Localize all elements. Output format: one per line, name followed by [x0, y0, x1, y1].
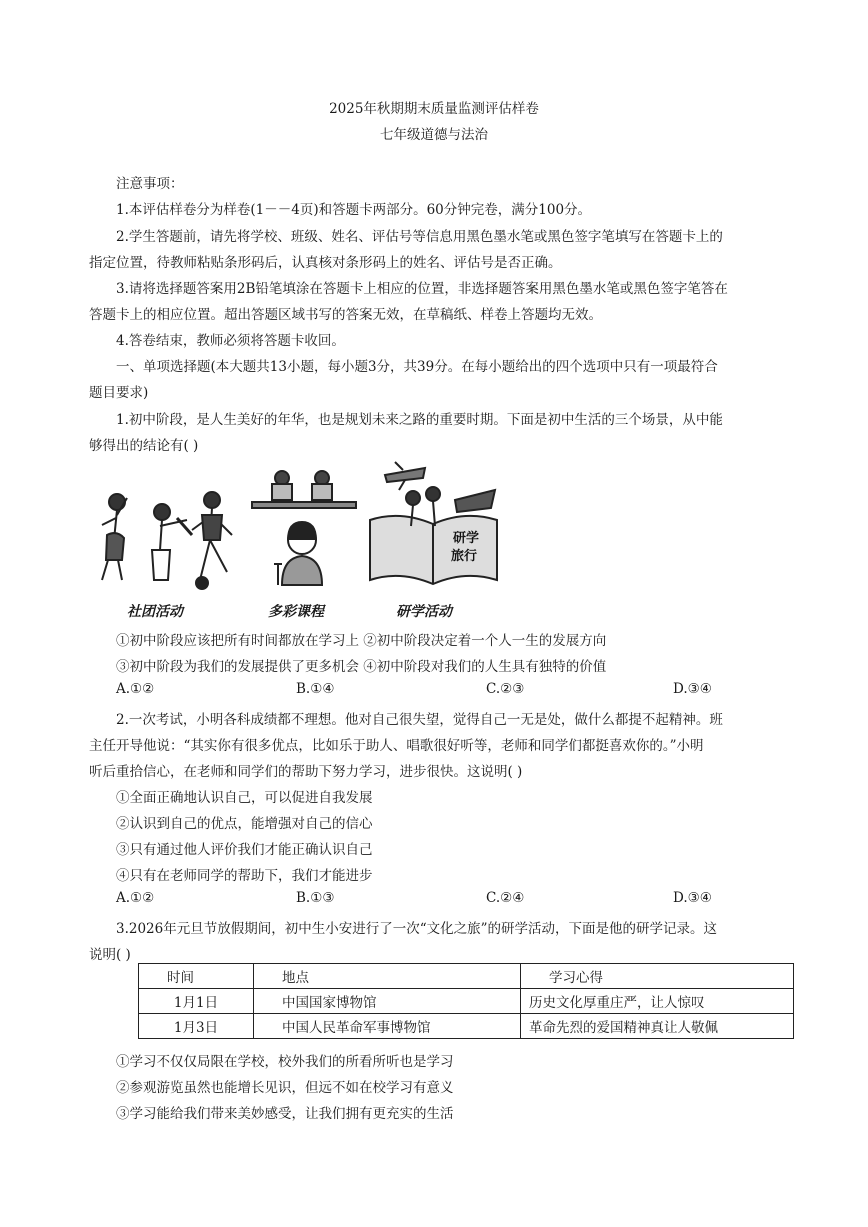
book-text-2: 旅行 [451, 549, 478, 564]
table-cell: 中国人民革命军事博物馆 [254, 1014, 521, 1039]
question-1-stem: 1.初中阶段，是人生美好的年华，也是规划未来之路的重要时期。下面是初中生活的三个场景，从中能 [116, 412, 723, 428]
q1-option-b[interactable]: B.①④ [296, 681, 335, 697]
q2-option-b[interactable]: B.①③ [296, 890, 335, 906]
caption-club-activity: 社团活动 [127, 604, 183, 620]
q2-option-d[interactable]: D.③④ [673, 890, 712, 906]
question-2-statement: ③只有通过他人评价我们才能正确认识自己 [116, 842, 373, 858]
question-3-stem-cont: 说明( ) [89, 947, 131, 963]
table-cell: 1月1日 [139, 989, 254, 1014]
study-tour-illustration [365, 460, 505, 590]
note-line: 指定位置，待教师粘贴条形码后，认真核对条形码上的姓名、评估号是否正确。 [89, 255, 562, 271]
q1-option-c[interactable]: C.②③ [486, 681, 525, 697]
study-record-table [138, 963, 794, 1039]
table-row [139, 1014, 794, 1039]
exam-subtitle: 七年级道德与法治 [380, 127, 488, 143]
note-line: 答题卡上的相应位置。超出答题区域书写的答案无效，在草稿纸、样卷上答题均无效。 [89, 307, 602, 323]
question-2-stem-cont: 听后重拾信心，在老师和同学们的帮助下努力学习，进步很快。这说明( ) [89, 764, 523, 780]
q1-option-a[interactable]: A.①② [116, 681, 155, 697]
question-2-stem: 2.一次考试，小明各科成绩都不理想。他对自己很失望，觉得自己一无是处，做什么都提不起精神。班 [116, 712, 723, 728]
question-2-stem-cont: 主任开导他说：“其实你有很多优点，比如乐于助人、唱歌很好听等，老师和同学们都挺喜欢你的。”小明 [89, 738, 704, 754]
caption-diverse-courses: 多彩课程 [268, 604, 324, 620]
question-2-statement: ②认识到自己的优点，能增强对自己的信心 [116, 816, 373, 832]
note-line: 3.请将选择题答案用2B铅笔填涂在答题卡上相应的位置，非选择题答案用黑色墨水笔或黑色签字笔答在 [116, 281, 728, 297]
q2-option-a[interactable]: A.①② [116, 890, 155, 906]
section-heading: 一、单项选择题(本大题共13小题，每小题3分，共39分。在每小题给出的四个选项中只有一项最符合 [116, 359, 718, 375]
question-3-statement: ②参观游览虽然也能增长见识，但远不如在校学习有意义 [116, 1080, 454, 1096]
question-3-statement: ③学习能给我们带来美妙感受，让我们拥有更充实的生活 [116, 1106, 454, 1122]
question-1-statements-1: ①初中阶段应该把所有时间都放在学习上 ②初中阶段决定着一个人一生的发展方向 [116, 633, 607, 649]
section-heading-cont: 题目要求) [89, 385, 149, 401]
q2-option-c[interactable]: C.②④ [486, 890, 525, 906]
question-2-statement: ④只有在老师同学的帮助下，我们才能进步 [116, 868, 373, 884]
note-line: 2.学生答题前，请先将学校、班级、姓名、评估号等信息用黑色墨水笔或黑色签字笔填写在答题卡上的 [116, 229, 723, 245]
question-1-stem-cont: 够得出的结论有( ) [89, 438, 199, 454]
caption-study-tour: 研学活动 [396, 604, 452, 620]
table-cell: 中国国家博物馆 [254, 989, 521, 1014]
notes-heading: 注意事项： [116, 176, 184, 192]
table-row [139, 989, 794, 1014]
note-line: 4.答卷结束，教师必须将答题卡收回。 [116, 333, 345, 349]
table-header-row [139, 964, 794, 989]
q1-option-d[interactable]: D.③④ [673, 681, 712, 697]
club-activity-illustration [92, 480, 252, 590]
exam-title: 2025年秋期期末质量监测评估样卷 [329, 101, 539, 117]
question-3-stem: 3.2026年元旦节放假期间，初中生小安进行了一次“文化之旅”的研学活动，下面是他的研学记录。这 [116, 921, 718, 937]
table-header-cell: 学习心得 [521, 964, 794, 989]
question-2-statement: ①全面正确地认识自己，可以促进自我发展 [116, 790, 373, 806]
book-text-1: 研学 [453, 531, 480, 546]
diverse-courses-illustration [250, 460, 360, 590]
table-cell: 革命先烈的爱国精神真让人敬佩 [521, 1014, 794, 1039]
table-cell: 1月3日 [139, 1014, 254, 1039]
table-header-cell: 时间 [139, 964, 254, 989]
table-cell: 历史文化厚重庄严，让人惊叹 [521, 989, 794, 1014]
question-1-statements-2: ③初中阶段为我们的发展提供了更多机会 ④初中阶段对我们的人生具有独特的价值 [116, 659, 607, 675]
note-line: 1.本评估样卷分为样卷(1－－4页)和答题卡两部分。60分钟完卷，满分100分。 [116, 202, 592, 218]
question-3-statement: ①学习不仅仅局限在学校，校外我们的所看所听也是学习 [116, 1054, 454, 1070]
table-header-cell: 地点 [254, 964, 521, 989]
